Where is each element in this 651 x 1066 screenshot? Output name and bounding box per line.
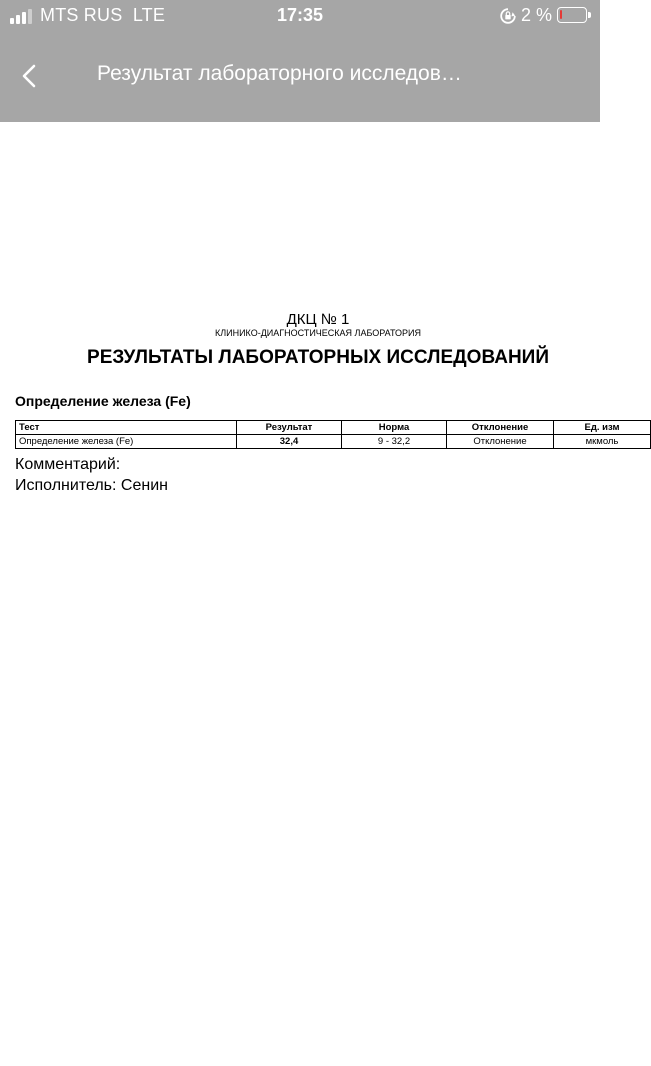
battery-cap bbox=[588, 12, 591, 18]
results-table bbox=[15, 420, 651, 449]
chevron-left-icon bbox=[12, 56, 48, 96]
table-row bbox=[16, 435, 651, 449]
app-header bbox=[0, 0, 600, 122]
cell-result: 32,4 bbox=[237, 435, 342, 449]
cell-deviation: Отклонение bbox=[447, 435, 554, 449]
lab-result-document bbox=[0, 122, 620, 1066]
network-type: LTE bbox=[132, 5, 166, 25]
column-header-norm: Норма bbox=[342, 421, 447, 435]
table-header-row bbox=[16, 421, 651, 435]
page-title: Результат лабораторного исследов… bbox=[97, 62, 462, 85]
performer-label: Исполнитель: Сенин bbox=[15, 477, 168, 494]
column-header-test: Тест bbox=[16, 421, 237, 435]
comment-label: Комментарий: bbox=[15, 456, 121, 473]
column-header-unit: Ед. изм bbox=[554, 421, 651, 435]
test-section-title: Определение железа (Fe) bbox=[15, 393, 191, 409]
clock: 17:35 bbox=[276, 5, 324, 25]
laboratory-name: КЛИНИКО-ДИАГНОСТИЧЕСКАЯ ЛАБОРАТОРИЯ bbox=[214, 328, 422, 338]
battery-icon bbox=[557, 7, 587, 23]
cell-unit: мкмоль bbox=[554, 435, 651, 449]
carrier-name: MTS RUS bbox=[40, 5, 123, 25]
column-header-deviation: Отклонение bbox=[447, 421, 554, 435]
organization-name: ДКЦ № 1 bbox=[286, 311, 350, 328]
status-bar bbox=[0, 0, 600, 32]
battery-percentage: 2 % bbox=[520, 5, 552, 25]
cell-test: Определение железа (Fe) bbox=[16, 435, 237, 449]
cell-norm: 9 - 32,2 bbox=[342, 435, 447, 449]
back-button[interactable] bbox=[12, 56, 48, 96]
column-header-result: Результат bbox=[237, 421, 342, 435]
rotation-lock-icon bbox=[499, 7, 517, 25]
document-title: РЕЗУЛЬТАТЫ ЛАБОРАТОРНЫХ ИССЛЕДОВАНИЙ bbox=[87, 347, 549, 368]
battery-level bbox=[560, 10, 562, 19]
